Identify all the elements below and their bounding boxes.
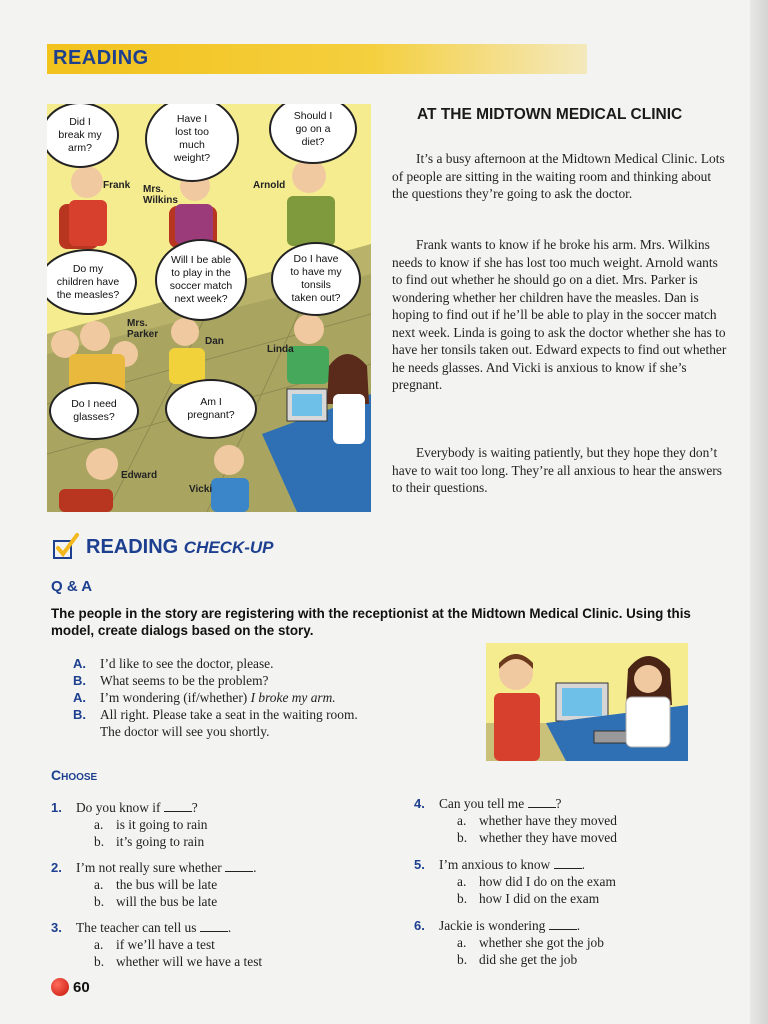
name-linda: Linda xyxy=(267,344,294,355)
thought-bubble-linda: Do I have to have my tonsils taken out? xyxy=(271,242,361,316)
story-paragraph-1: It’s a busy afternoon at the Midtown Medical Clinic. Lots of people are sitting in the waiting room and thinking about the questions they’re going to ask the doctor. xyxy=(392,151,725,201)
answer-blank xyxy=(528,797,556,808)
choose-heading: Choose xyxy=(51,767,98,783)
thought-bubble-mrs-wilkins: Have I lost too much weight? xyxy=(145,104,239,182)
option-a[interactable]: a. how did I do on the exam xyxy=(457,874,616,889)
story-paragraph-3: Everybody is waiting patiently, but they hope they don’t have to wait too long. They’re all anxious to hear the answers to their questions. xyxy=(392,445,722,495)
choose-item-1: 1. Do you know if ? a. is it going to rain b. it’s going to rain xyxy=(51,799,351,850)
thought-bubble-arnold: Should I go on a diet? xyxy=(269,104,357,164)
story-paragraph-2: Frank wants to know if he broke his arm. Mrs. Wilkins needs to know if she has lost too much weight. Arnold wants to find out whether he should go on a diet. Mrs. Parker is wondering whether her children have the measles. Dan is hoping to find out if he’ll be able to play in the soccer match next week. Linda is going to ask the doctor whether she has to have her tonsils taken out. Edward expects to find out whether he needs glasses. And Vicki is anxious to know if she’s pregnant. xyxy=(392,237,727,392)
qa-instructions: The people in the story are registering with the receptionist at the Midtown Medical Clinic. Using this model, create dialogs based on the story. xyxy=(51,606,691,638)
page-edge xyxy=(750,0,768,1024)
thought-bubble-dan: Will I be able to play in the soccer match next week? xyxy=(155,239,247,321)
name-mrs-parker: Mrs. Parker xyxy=(127,318,159,340)
option-b[interactable]: b. how I did on the exam xyxy=(457,891,600,906)
thought-bubble-edward: Do I need glasses? xyxy=(49,382,139,440)
choose-item-5: 5. I’m anxious to know . a. how did I do on the exam b. how I did on the exam xyxy=(414,856,714,907)
thought-bubble-frank: Did I break my arm? xyxy=(47,104,119,168)
option-b[interactable]: b. will the bus be late xyxy=(94,894,218,909)
choose-item-2: 2. I’m not really sure whether . a. the bus will be late b. will the bus be late xyxy=(51,859,351,910)
qa-heading: Q & A xyxy=(51,578,93,595)
waiting-room-illustration xyxy=(47,104,371,512)
story-title: AT THE MIDTOWN MEDICAL CLINIC xyxy=(417,106,683,123)
checkup-title: READING CHECK-UP xyxy=(86,535,274,558)
banner-title: READING xyxy=(53,47,149,69)
dialog-line: B. What seems to be the problem? xyxy=(73,673,269,688)
answer-blank xyxy=(554,858,582,869)
option-b[interactable]: b. did she get the job xyxy=(457,952,578,967)
dialog-line: A. I’d like to see the doctor, please. xyxy=(73,656,274,671)
name-dan: Dan xyxy=(205,336,224,347)
name-edward: Edward xyxy=(121,470,158,481)
answer-blank xyxy=(549,919,577,930)
option-a[interactable]: a. is it going to rain xyxy=(94,817,208,832)
reception-illustration xyxy=(486,643,688,761)
answer-blank xyxy=(200,921,228,932)
page-dot-icon xyxy=(51,978,69,996)
thought-bubble-mrs-parker: Do my children have the measles? xyxy=(47,249,137,315)
option-b[interactable]: b. whether will we have a test xyxy=(94,954,263,969)
name-frank: Frank xyxy=(103,180,131,191)
choose-item-3: 3. The teacher can tell us . a. if we’ll have a test b. whether will we have a test xyxy=(51,919,351,970)
answer-blank xyxy=(164,801,192,812)
reception-scene xyxy=(486,643,688,761)
name-arnold: Arnold xyxy=(253,180,286,191)
dialog-line: A. I’m wondering (if/whether) I broke my arm. xyxy=(73,690,336,705)
reading-checkup-header xyxy=(52,533,274,561)
checkmark-icon xyxy=(52,533,80,561)
option-a[interactable]: a. the bus will be late xyxy=(94,877,218,892)
answer-blank xyxy=(225,861,253,872)
thought-bubble-vicki: Am I pregnant? xyxy=(165,379,257,439)
reading-banner xyxy=(47,44,587,74)
choose-item-6: 6. Jackie is wondering . a. whether she got the job b. did she get the job xyxy=(414,917,714,968)
option-b[interactable]: b. it’s going to rain xyxy=(94,834,205,849)
option-a[interactable]: a. whether she got the job xyxy=(457,935,604,950)
dialog-line: The doctor will see you shortly. xyxy=(100,724,270,739)
choose-item-4: 4. Can you tell me ? a. whether have they moved b. whether they have moved xyxy=(414,795,714,846)
option-a[interactable]: a. if we’ll have a test xyxy=(94,937,215,952)
model-dialog xyxy=(73,655,473,740)
option-a[interactable]: a. whether have they moved xyxy=(457,813,617,828)
option-b[interactable]: b. whether they have moved xyxy=(457,830,617,845)
name-mrs-wilkins: Mrs. Wilkins xyxy=(143,184,178,206)
name-vicki: Vicki xyxy=(189,484,213,495)
page-number: 60 xyxy=(51,978,90,996)
dialog-line: B. All right. Please take a seat in the waiting room. xyxy=(73,707,358,722)
